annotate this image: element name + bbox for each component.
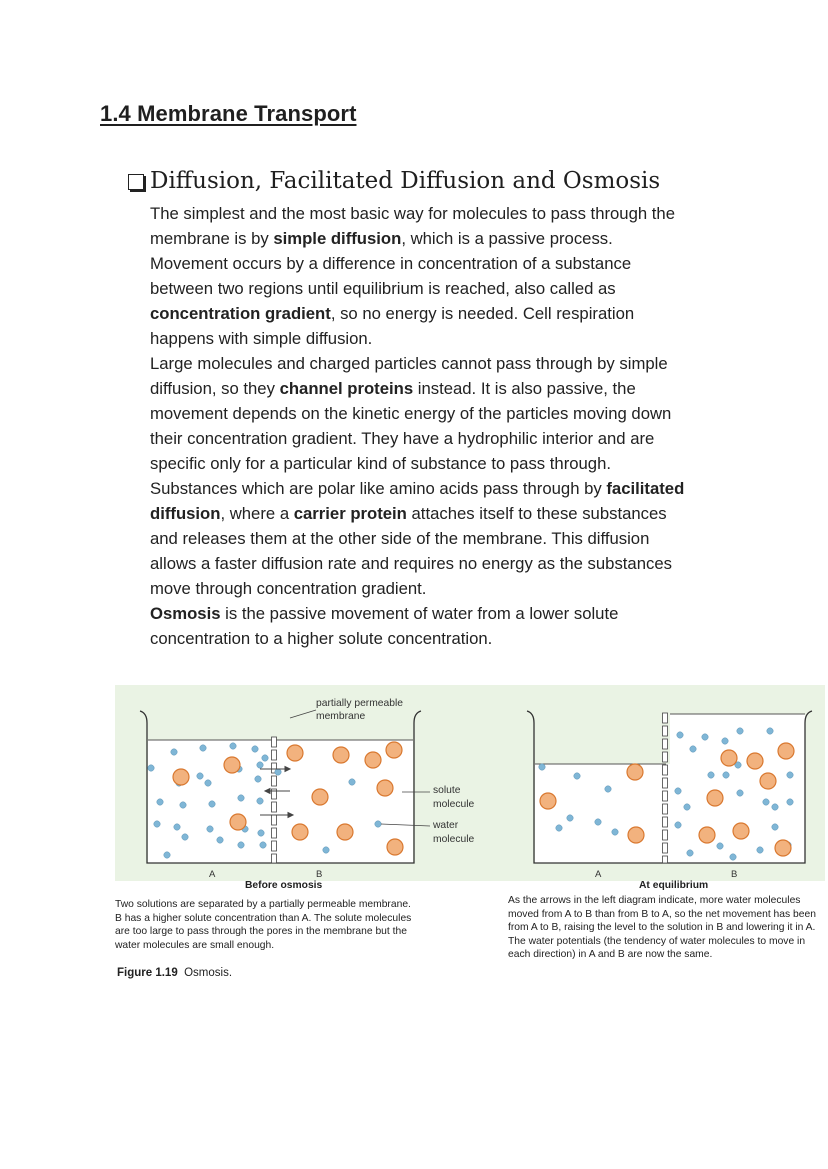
text-run: The simplest and the most basic way for molecules to pass through the (150, 204, 675, 223)
membrane-segment (663, 765, 668, 775)
membrane-segment (272, 737, 277, 747)
text-run: instead. It is also passive, the (413, 379, 636, 398)
water-molecule (767, 728, 773, 734)
text-run: movement depends on the kinetic energy of the particles moving down (150, 404, 672, 423)
left-side-a-label: A (209, 869, 216, 880)
solute-label-line1: solute (433, 785, 461, 796)
left-side-b-label: B (316, 869, 323, 880)
text-run: membrane is by (150, 229, 274, 248)
solute-molecule (747, 753, 763, 769)
right-side-a-label: A (595, 869, 602, 880)
section-heading-text: Diffusion, Facilitated Diffusion and Osmosis (150, 168, 661, 194)
text-run: , so no energy is needed. Cell respiration (330, 304, 635, 323)
solute-molecule (628, 827, 644, 843)
bold-term: simple diffusion (273, 229, 402, 248)
membrane-segment (663, 817, 668, 827)
membrane-segment (663, 843, 668, 853)
water-molecule (154, 821, 160, 827)
water-molecule (258, 830, 264, 836)
membrane-segment (663, 856, 668, 863)
solute-molecule (721, 750, 737, 766)
water-molecule (605, 786, 611, 792)
checkbox-icon[interactable] (128, 174, 144, 190)
membrane-segment (663, 804, 668, 814)
water-molecule (737, 728, 743, 734)
paragraph-line (150, 201, 750, 226)
water-molecule (205, 780, 211, 786)
paragraph-line (150, 301, 750, 326)
water-molecule (595, 819, 601, 825)
water-molecule (262, 755, 268, 761)
left-caption-line: B has a higher solute concentration than A. The solute molecules (115, 912, 412, 924)
water-molecule (257, 762, 263, 768)
text-run: concentration to a higher solute concentration. (150, 629, 493, 648)
paragraph-line (150, 276, 750, 301)
left-caption (115, 898, 411, 952)
paragraph-line (150, 526, 750, 551)
water-molecule (255, 776, 261, 782)
water-molecule (238, 842, 244, 848)
water-molecule (690, 746, 696, 752)
water-molecule (675, 822, 681, 828)
body-paragraph (150, 201, 750, 651)
paragraph-line (150, 226, 750, 251)
solute-molecule (287, 745, 303, 761)
left-caption-line: are too large to pass through the pores in the membrane but the (115, 926, 407, 938)
at-equilibrium-title: At equilibrium (639, 880, 709, 891)
text-run: and releases them at the other side of the membrane. This diffusion (150, 529, 650, 548)
right-caption-line: As the arrows in the left diagram indicate, more water molecules (508, 895, 801, 906)
solute-molecule (333, 747, 349, 763)
water-molecule (148, 765, 154, 771)
text-run: allows a faster diffusion rate and requires no energy as the substances (150, 554, 672, 573)
membrane-segment (272, 854, 277, 863)
bold-term: channel proteins (279, 379, 414, 398)
paragraph-line (150, 501, 750, 526)
water-molecule (612, 829, 618, 835)
right-caption (508, 894, 816, 962)
bold-term: concentration gradient (150, 304, 331, 323)
water-molecule (200, 745, 206, 751)
left-caption-line: Two solutions are separated by a partially permeable membrane. (115, 899, 411, 910)
water-label-line1: water (433, 820, 459, 831)
water-molecule (217, 837, 223, 843)
solute-molecule (627, 764, 643, 780)
solute-molecule (173, 769, 189, 785)
solute-label-line2: molecule (433, 799, 475, 810)
membrane-segment (663, 752, 668, 762)
water-molecule (180, 802, 186, 808)
solute-molecule (386, 742, 402, 758)
solute-molecule (377, 780, 393, 796)
bold-term: diffusion (150, 504, 221, 523)
text-run: is the passive movement of water from a lower solute (220, 604, 619, 623)
solute-molecule (224, 757, 240, 773)
water-molecule (275, 769, 281, 775)
text-run: happens with simple diffusion. (150, 329, 373, 348)
water-molecule (171, 749, 177, 755)
left-caption-line: water molecules are small enough. (115, 939, 275, 951)
water-molecule (174, 824, 180, 830)
membrane-segment (663, 726, 668, 736)
water-molecule (787, 799, 793, 805)
solute-molecule (540, 793, 556, 809)
paragraph-line (150, 401, 750, 426)
water-molecule (687, 850, 693, 856)
water-molecule (567, 815, 573, 821)
water-molecule (556, 825, 562, 831)
text-run: between two regions until equilibrium is reached, also called as (150, 279, 616, 298)
water-molecule (230, 743, 236, 749)
water-molecule (574, 773, 580, 779)
water-molecule (238, 795, 244, 801)
water-molecule (323, 847, 329, 853)
membrane-label-line1: partially permeable (316, 698, 403, 709)
water-molecule (197, 773, 203, 779)
solute-molecule (387, 839, 403, 855)
solute-molecule (775, 840, 791, 856)
bold-term: facilitated (606, 479, 685, 498)
paragraph-line (150, 426, 750, 451)
figure-name: Osmosis. (184, 967, 233, 979)
right-caption-line: from A to B, raising the level to the solution in B and lowering it in A. (508, 922, 816, 934)
membrane-label-line2: membrane (316, 711, 366, 722)
membrane-segment (663, 739, 668, 749)
water-molecule (207, 826, 213, 832)
water-molecule (375, 821, 381, 827)
membrane-segment (272, 841, 277, 851)
water-molecule (157, 799, 163, 805)
section-heading (128, 168, 660, 194)
water-molecule (772, 804, 778, 810)
water-molecule (723, 772, 729, 778)
solute-molecule (230, 814, 246, 830)
bold-term: Osmosis (150, 604, 221, 623)
water-molecule (164, 852, 170, 858)
solute-molecule (760, 773, 776, 789)
solute-molecule (292, 824, 308, 840)
membrane-segment (272, 802, 277, 812)
solute-molecule (699, 827, 715, 843)
water-molecule (260, 842, 266, 848)
membrane-segment (272, 776, 277, 786)
water-molecule (717, 843, 723, 849)
water-molecule (722, 738, 728, 744)
paragraph-line (150, 251, 750, 276)
membrane-segment (272, 828, 277, 838)
water-molecule (757, 847, 763, 853)
right-caption-line: each direction) in A and B are now the same. (508, 949, 713, 961)
text-run: Large molecules and charged particles cannot pass through by simple (150, 354, 668, 373)
membrane-segment (663, 830, 668, 840)
membrane-segment (272, 750, 277, 760)
paragraph-line (150, 626, 750, 651)
figure-label (117, 967, 232, 979)
water-molecule (675, 788, 681, 794)
water-label-line2: molecule (433, 834, 475, 845)
paragraph-line (150, 451, 750, 476)
water-molecule (252, 746, 258, 752)
water-molecule (182, 834, 188, 840)
paragraph-line (150, 551, 750, 576)
figure-number: Figure 1.19 (117, 967, 178, 979)
paragraph-line (150, 601, 750, 626)
text-run: , which is a passive process. (401, 229, 613, 248)
paragraph-line (150, 576, 750, 601)
solute-molecule (365, 752, 381, 768)
water-molecule (684, 804, 690, 810)
water-molecule (708, 772, 714, 778)
right-side-b-label: B (731, 869, 738, 880)
text-run: Movement occurs by a difference in concentration of a substance (150, 254, 632, 273)
text-run: specific only for a particular kind of substance to pass through. (150, 454, 612, 473)
right-caption-line: The water potentials (the tendency of water molecules to move in (508, 935, 806, 947)
water-molecule (349, 779, 355, 785)
solute-molecule (778, 743, 794, 759)
paragraph-line (150, 326, 750, 351)
bold-term: carrier protein (293, 504, 407, 523)
membrane-segment (663, 713, 668, 723)
water-molecule (772, 824, 778, 830)
water-molecule (209, 801, 215, 807)
solute-molecule (312, 789, 328, 805)
text-run: diffusion, so they (150, 379, 280, 398)
before-osmosis-title: Before osmosis (245, 880, 323, 891)
text-run: attaches itself to these substances (406, 504, 667, 523)
solute-molecule (707, 790, 723, 806)
solute-molecule (733, 823, 749, 839)
right-caption-line: moved from A to B than from B to A, so the net movement has been (508, 908, 816, 920)
water-molecule (539, 764, 545, 770)
text-run: move through concentration gradient. (150, 579, 427, 598)
membrane-segment (663, 791, 668, 801)
page-title: 1.4 Membrane Transport (100, 101, 357, 126)
paragraph-line (150, 476, 750, 501)
text-run: their concentration gradient. They have a hydrophilic interior and are (150, 429, 655, 448)
membrane-segment (272, 815, 277, 825)
text-run: Substances which are polar like amino acids pass through by (150, 479, 607, 498)
water-molecule (763, 799, 769, 805)
text-run: , where a (220, 504, 294, 523)
water-molecule (737, 790, 743, 796)
water-molecule (787, 772, 793, 778)
solute-molecule (337, 824, 353, 840)
osmosis-figure (115, 685, 825, 985)
water-molecule (730, 854, 736, 860)
paragraph-line (150, 376, 750, 401)
right-solution-a (535, 764, 670, 863)
membrane-segment (663, 778, 668, 788)
water-molecule (677, 732, 683, 738)
water-molecule (257, 798, 263, 804)
paragraph-line (150, 351, 750, 376)
water-molecule (702, 734, 708, 740)
